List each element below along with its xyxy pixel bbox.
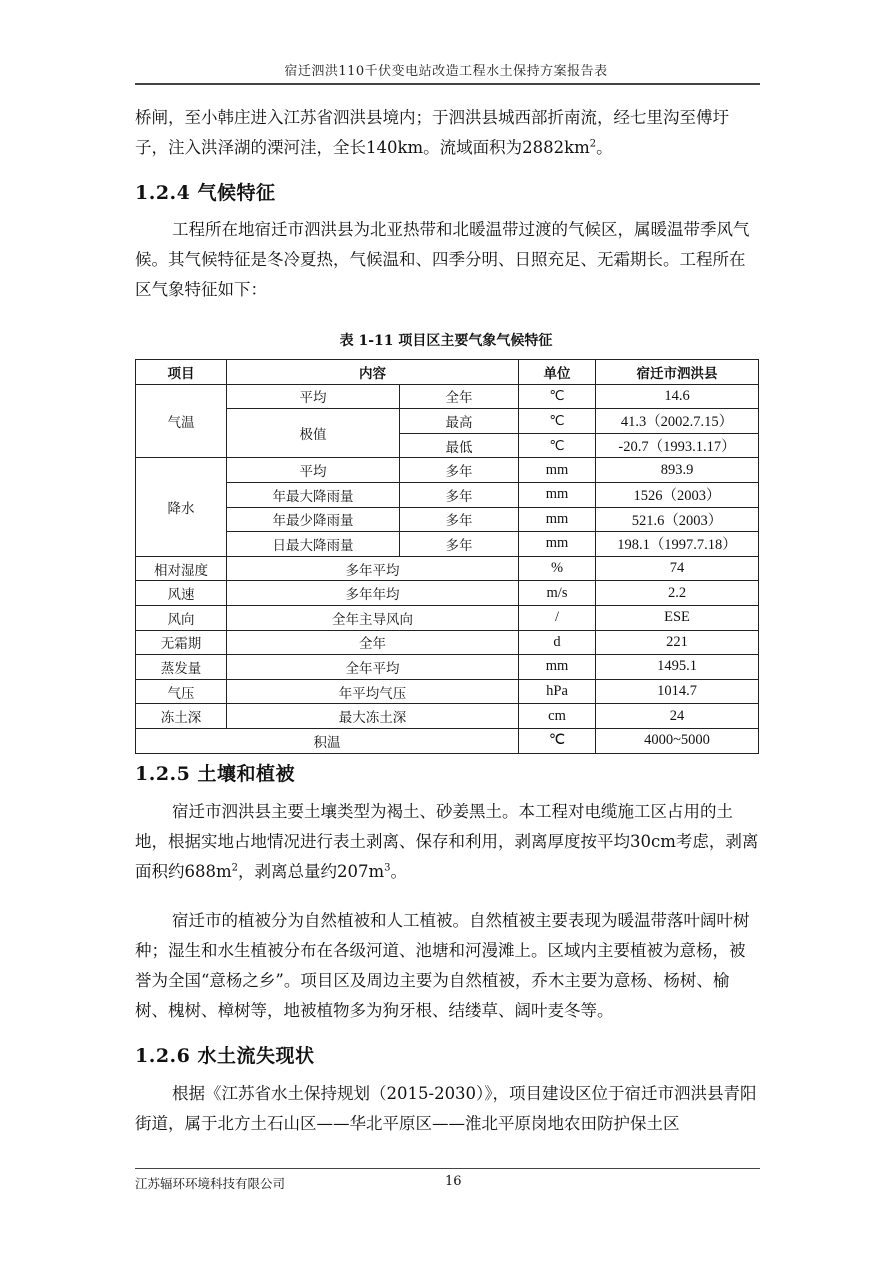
rain-period: 多年	[400, 532, 519, 557]
row-item: 风向	[136, 605, 227, 630]
intro-paragraph: 桥闸，至小韩庄进入江苏省泗洪县境内；于泗洪县城西部折南流，经七里沟至傅圩子，注入洪泽湖的溧河洼，全长140km。流域面积为$2882km^2$。	[135, 108, 729, 157]
rain-period: 多年	[400, 458, 519, 483]
temp-extreme: 极值	[227, 409, 400, 458]
row-unit: cm	[519, 704, 596, 729]
table-row	[136, 507, 759, 532]
table-row	[136, 704, 759, 729]
accum-unit: ℃	[519, 728, 596, 753]
page-number: 16	[445, 1174, 462, 1189]
row-value: 1014.7	[596, 679, 759, 704]
row-unit: %	[519, 556, 596, 581]
row-item: 蒸发量	[136, 655, 227, 680]
row-value: 221	[596, 630, 759, 655]
rain-unit: mm	[519, 458, 596, 483]
row-content: 年平均气压	[227, 679, 519, 704]
accum-value: 4000~5000	[596, 728, 759, 753]
header-value: 宿迁市泗洪县	[596, 360, 759, 385]
footer-company: 江苏辐环环境科技有限公司	[135, 1176, 286, 1191]
soil-paragraph-1: 宿迁市泗洪县主要土壤类型为褐土、砂姜黑土。本工程对电缆施工区占用的土地，根据实地占地情况进行表土剥离、保存和利用，剥离厚度按平均30cm考虑，剥离面积约$688m^2$，剥离总量约$207m^3$。	[135, 802, 759, 881]
row-unit: mm	[519, 655, 596, 680]
row-item: 冻土深	[136, 704, 227, 729]
row-item: 气压	[136, 679, 227, 704]
row-unit: hPa	[519, 679, 596, 704]
row-unit: m/s	[519, 581, 596, 606]
temp-avg-value: 14.6	[596, 384, 759, 409]
table-row	[136, 581, 759, 606]
rain-name: 年最大降雨量	[227, 482, 400, 507]
temp-min: 最低	[400, 433, 519, 458]
row-content: 多年平均	[227, 556, 519, 581]
row-item: 相对湿度	[136, 556, 227, 581]
header-unit: 单位	[519, 360, 596, 385]
climate-paragraph: 工程所在地宿迁市泗洪县为北亚热带和北暖温带过渡的气候区，属暖温带季风气候。其气候特征是冬冷夏热，气候温和、四季分明、日照充足、无霜期长。工程所在区气象特征如下：	[135, 220, 750, 299]
table-row	[136, 630, 759, 655]
header-item: 项目	[136, 360, 227, 385]
row-unit: /	[519, 605, 596, 630]
temp-label: 气温	[136, 384, 227, 458]
row-value: 24	[596, 704, 759, 729]
header-divider	[135, 83, 760, 85]
table-row	[136, 482, 759, 507]
temp-max-unit: ℃	[519, 409, 596, 434]
footer-divider	[135, 1168, 760, 1169]
rain-value: 521.6（2003）	[596, 507, 759, 532]
row-content: 多年年均	[227, 581, 519, 606]
temp-avg: 平均	[227, 384, 400, 409]
rain-label: 降水	[136, 458, 227, 556]
temp-min-value: -20.7（1993.1.17）	[596, 433, 759, 458]
row-unit: d	[519, 630, 596, 655]
row-content: 最大冻土深	[227, 704, 519, 729]
row-item: 无霜期	[136, 630, 227, 655]
table-row	[136, 679, 759, 704]
temp-avg-period: 全年	[400, 384, 519, 409]
table-row	[136, 556, 759, 581]
rain-unit: mm	[519, 507, 596, 532]
rain-name: 日最大降雨量	[227, 532, 400, 557]
row-content: 全年主导风向	[227, 605, 519, 630]
table-row	[136, 605, 759, 630]
section-heading-erosion: 1.2.6 水土流失现状	[135, 1045, 315, 1067]
temp-avg-unit: ℃	[519, 384, 596, 409]
rain-period: 多年	[400, 507, 519, 532]
row-value: ESE	[596, 605, 759, 630]
temp-max: 最高	[400, 409, 519, 434]
page-header-title: 宿迁泗洪110千伏变电站改造工程水土保持方案报告表	[284, 64, 608, 79]
rain-unit: mm	[519, 532, 596, 557]
rain-value: 198.1（1997.7.18）	[596, 532, 759, 557]
row-content: 全年	[227, 630, 519, 655]
table-row	[136, 532, 759, 557]
row-item: 风速	[136, 581, 227, 606]
rain-value: 1526（2003）	[596, 482, 759, 507]
rain-period: 多年	[400, 482, 519, 507]
table-caption: 表 1-11 项目区主要气象气候特征	[339, 333, 553, 349]
table-row	[136, 728, 759, 753]
temp-min-unit: ℃	[519, 433, 596, 458]
rain-unit: mm	[519, 482, 596, 507]
section-heading-climate: 1.2.4 气候特征	[135, 182, 276, 204]
rain-name: 年最少降雨量	[227, 507, 400, 532]
table-row	[136, 409, 759, 434]
rain-name: 平均	[227, 458, 400, 483]
climate-table	[135, 359, 759, 754]
table-header-row	[136, 360, 759, 385]
erosion-paragraph: 根据《江苏省水土保持规划（2015-2030）》，项目建设区位于宿迁市泗洪县青阳街道，属于北方土石山区——华北平原区——淮北平原岗地农田防护保土区	[135, 1084, 757, 1133]
temp-max-value: 41.3（2002.7.15）	[596, 409, 759, 434]
table-row	[136, 384, 759, 409]
row-value: 2.2	[596, 581, 759, 606]
section-heading-soil: 1.2.5 土壤和植被	[135, 763, 296, 785]
row-value: 74	[596, 556, 759, 581]
accum-item: 积温	[136, 728, 519, 753]
table-row	[136, 458, 759, 483]
table-row	[136, 655, 759, 680]
row-value: 1495.1	[596, 655, 759, 680]
vegetation-paragraph: 宿迁市的植被分为自然植被和人工植被。自然植被主要表现为暖温带落叶阔叶树种；湿生和水生植被分布在各级河道、池塘和河漫滩上。区域内主要植被为意杨，被誉为全国“意杨之乡”。项目区及周边主要为自然植被，乔木主要为意杨、杨树、榆树、槐树、樟树等，地被植物多为狗牙根、结缕草、阔叶麦冬等。	[135, 911, 750, 1020]
rain-value: 893.9	[596, 458, 759, 483]
row-content: 全年平均	[227, 655, 519, 680]
header-content: 内容	[227, 360, 519, 385]
